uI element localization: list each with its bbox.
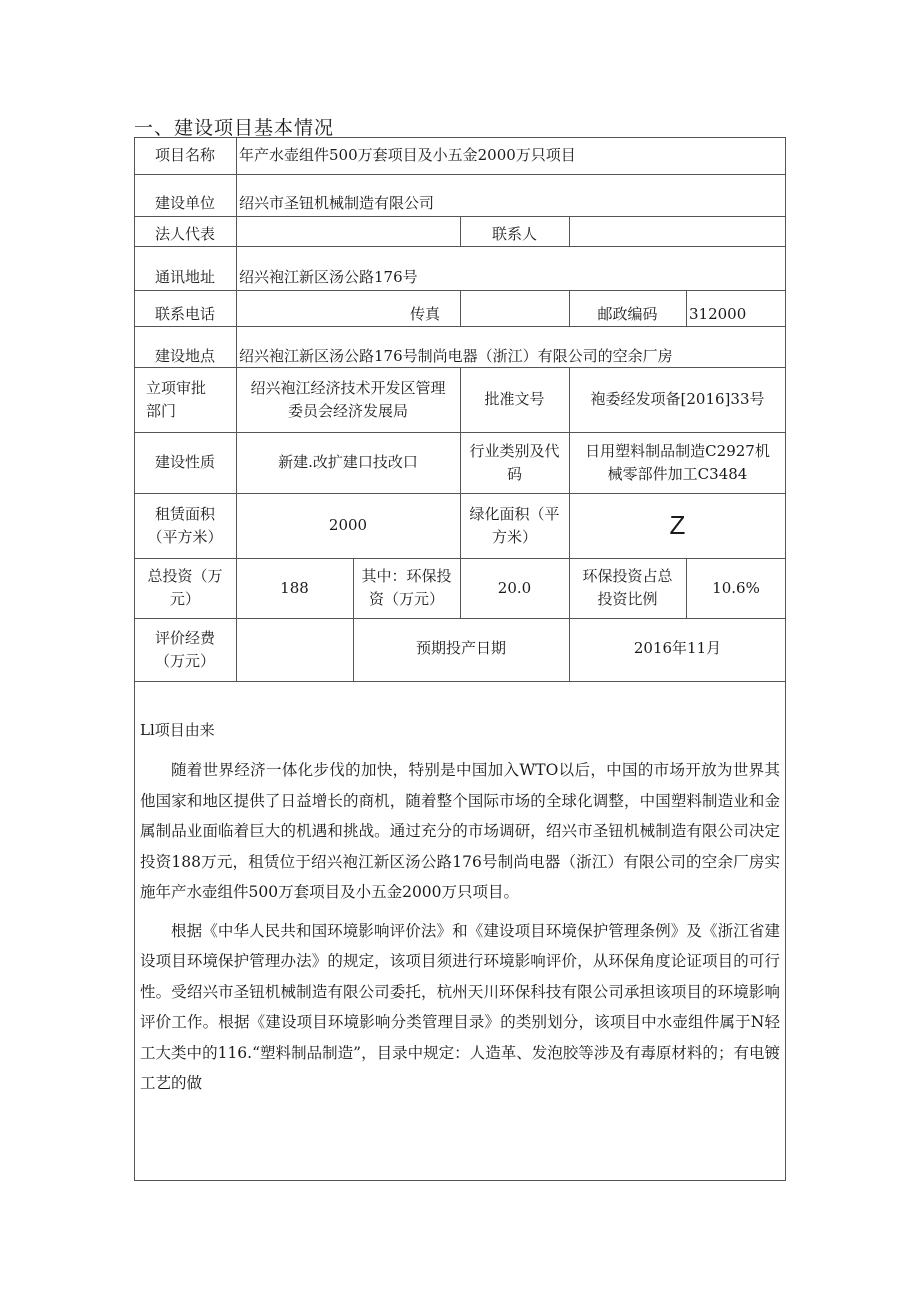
phone-value [236,296,348,332]
rent-area-label-line: （平方米） [147,527,223,546]
legal-rep-value [236,216,460,252]
project-name-value: 年产水壶组件500万套项目及小五金2000万只项目 [239,146,576,164]
eval-fee-label-line: 评价经费 [154,628,215,647]
fax-label: 传真 [409,304,440,323]
approval-dept-line: 委员会经济发展局 [287,401,408,420]
env-invest-value: 20.0 [497,578,532,597]
industry-label-line: 行业类别及代 [469,441,560,460]
industry-label-line: 码 [506,464,522,483]
rent-area-label-line: 租赁面积 [154,504,215,523]
industry-label [460,432,569,493]
row-divider [134,681,786,682]
address-value: 绍兴袍江新区汤公路176号 [239,267,418,286]
project-name-label: 项目名称 [154,146,215,164]
fax-value [460,296,569,332]
industry-line: 械零部件加工C3484 [607,464,748,483]
total-invest-value: 188 [280,578,309,597]
postcode-label: 邮政编码 [597,304,658,323]
env-invest-label-line: 资（万元） [368,590,444,608]
approval-dept-value [236,367,460,432]
approval-no-label: 批准文号 [484,390,545,408]
builder-label: 建设单位 [154,193,215,212]
green-area-label-line: 绿化面积（平 [469,504,560,523]
rent-area-value: 2000 [328,516,368,534]
start-date-value: 2016年11月 [633,638,722,657]
nature-value: 新建.改扩建口技改口 [278,453,418,471]
green-area-value: Z [669,510,686,540]
total-invest-label [134,558,236,618]
rent-area-label [134,493,236,558]
total-invest-label-line: 总投资（万 [147,567,223,585]
env-ratio-label [569,558,686,618]
site-label: 建设地点 [154,346,215,365]
start-date-label: 预期投产日期 [415,638,506,657]
green-area-label [460,493,569,558]
approval-dept-line: 绍兴袍江经济技术开发区管理 [250,378,446,397]
env-invest-label [353,558,460,618]
approval-no-value: 袍委经发项备[2016]33号 [590,390,765,408]
builder-value: 绍兴市圣钮机械制造有限公司 [239,193,435,212]
eval-fee-label-line: （万元） [154,651,215,670]
approval-dept-label-line: 立项审批 [146,378,207,397]
body-text [140,755,780,1099]
phone-label: 联系电话 [154,304,215,323]
green-area-label-line: 方米） [491,527,537,546]
env-ratio-label-line: 投资比例 [597,590,658,608]
approval-dept-label-line: 部门 [146,401,177,420]
legal-rep-label: 法人代表 [154,224,215,243]
section-title: Ll项目由来 [140,721,215,739]
nature-label: 建设性质 [154,453,215,471]
row-divider [134,174,786,175]
industry-value [569,432,786,493]
eval-fee-value [236,618,353,681]
eval-fee-label [134,618,236,681]
env-ratio-value: 10.6% [712,578,760,597]
section-heading: 一、建设项目基本情况 [134,117,335,139]
paragraph: 根据《中华人民共和国环境影响评价法》和《建设项目环境保护管理条例》及《浙江省建设项目环境保护管理办法》的规定，该项目须进行环境影响评价，从环保角度论证项目的可行性。受绍兴市圣钮机械制造有限公司委托，杭州天川环保科技有限公司承担该项目的环境影响评价工作。根据《建设项目环境影响分类管理目录》的类别划分，该项目中水壶组件属于N轻工大类中的116.“塑料制品制造”，目录中规定：人造革、发泡胶等涉及有毒原材料的；有电镀工艺的做 [140,921,780,1092]
address-label: 通讯地址 [154,267,215,286]
env-ratio-label-line: 环保投资占总 [582,567,673,585]
industry-line: 日用塑料制品制造C2927机 [585,441,770,460]
env-invest-label-line: 其中：环保投 [361,567,452,585]
site-value: 绍兴袍江新区汤公路176号制尚电器（浙江）有限公司的空余厂房 [239,346,673,365]
paragraph: 随着世界经济一体化步伐的加快，特别是中国加入WTO以后，中国的市场开放为世界其他国家和地区提供了日益增长的商机，随着整个国际市场的全球化调整，中国塑料制造业和金属制品业面临着巨大的机遇和挑战。通过充分的市场调研，绍兴市圣钮机械制造有限公司决定投资188万元，租赁位于绍兴袍江新区汤公路176号制尚电器（浙江）有限公司的空余厂房实施年产水壶组件500万套项目及小五金2000万只项目。 [140,761,780,901]
postcode-value: 312000 [689,304,747,323]
total-invest-label-line: 元） [169,590,200,608]
contact-label: 联系人 [491,224,537,243]
contact-value [569,216,786,252]
approval-dept-label [134,367,236,432]
